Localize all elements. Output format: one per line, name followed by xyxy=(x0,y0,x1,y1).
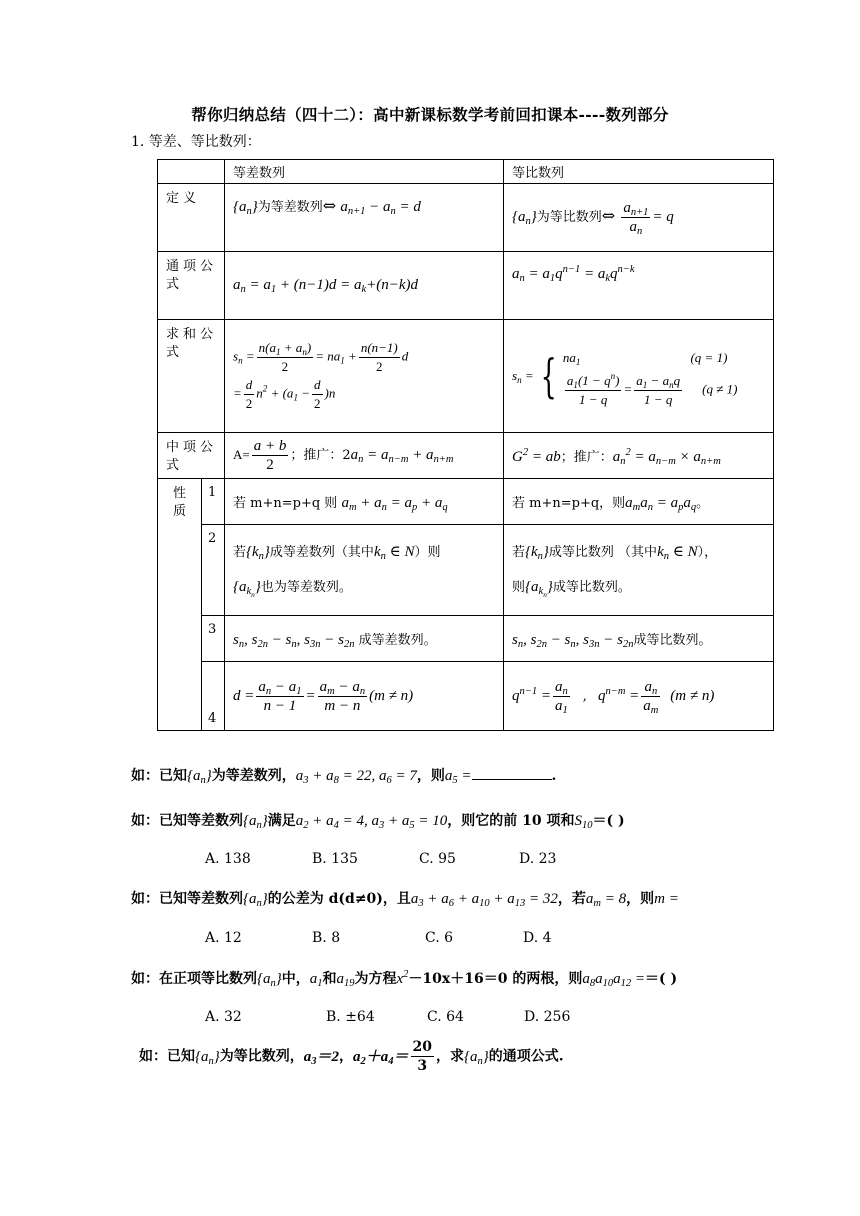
geo-prop-3: $s_n$, $s_{2n} - s_n$, $s_{3n} - s_{2n}$成等比数列。 xyxy=(504,616,774,662)
row-property-4 xyxy=(158,662,774,731)
question-3-options xyxy=(205,930,552,946)
row-middle-term xyxy=(158,433,774,479)
option-b[interactable]: B. 8 xyxy=(312,930,341,946)
geo-general-term: $a_n = a_1q^{n-1} = a_kq^{n-k}$ xyxy=(504,252,774,320)
arith-prop-1: 若 m+n=p+q 则 $a_m + a_n = a_p + a_q$ xyxy=(225,479,504,525)
arith-prop-3: $s_n$, $s_{2n} - s_n$, $s_{3n} - s_{2n}$ 成等差数列。 xyxy=(225,616,504,662)
option-c[interactable]: C. 64 xyxy=(427,1009,464,1025)
question-2-options xyxy=(205,851,556,867)
question-2: 如：已知等差数列$\{a_n\}$满足$a_2 + a_4 = 4$, $a_3 + a_5 = 10$，则它的前 10 项和$S_{10}=$( ) xyxy=(131,813,625,831)
option-a[interactable]: A. 32 xyxy=(205,1009,242,1025)
answer-blank[interactable] xyxy=(472,767,552,780)
question-4: 如：在正项等比数列$\{a_n\}$中，$a_1$和$a_{19}$为方程$x^2-10x+16=0$ 的两根，则$a_8a_{10}a_{12}$ =＝( ) xyxy=(131,969,678,989)
label-general-term: 通项公式 xyxy=(158,252,225,320)
section-heading: 1. 等差、等比数列： xyxy=(131,134,261,150)
arith-middle-term: A= $\frac{a + b}{2}$ ；推广：$2a_n = a_{n-m} + a_{n+m}$ xyxy=(225,433,504,479)
option-d[interactable]: D. 23 xyxy=(519,851,557,867)
label-sum: 求和公式 xyxy=(158,320,225,433)
row-general-term xyxy=(158,252,774,320)
geo-definition: $\{a_n\}$为等比数列⇔ $\frac{a_{n+1}}{a_n}$ = q xyxy=(504,184,774,252)
row-property-2 xyxy=(158,525,774,616)
option-d[interactable]: D. 256 xyxy=(524,1009,571,1025)
page-title: 帮你归纳总结（四十二）：高中新课标数学考前回扣课本----数列部分 xyxy=(191,105,669,124)
geo-sum: $s_n$ = { $na_1$ (q = 1) $\frac{a_1(1 - q^n)}{1 - q}$ = $\frac{a_1 - a_nq}{1 - q}$ (q ≠ 1) xyxy=(504,320,774,433)
arith-definition: $\{a_n\}$为等差数列⇔ $a_{n+1} - a_n = d$ xyxy=(225,184,504,252)
table-header-row xyxy=(158,160,774,184)
option-b[interactable]: B. ±64 xyxy=(326,1009,375,1025)
arith-prop-4: d = $\frac{a_n - a_1}{n - 1}$ = $\frac{a_m - a_n}{m - n}$ (m ≠ n) xyxy=(225,662,504,731)
row-property-1 xyxy=(158,479,774,525)
row-definition xyxy=(158,184,774,252)
geo-prop-2: 若$\{k_n\}$成等比数列 （其中$k_n$ ∈ N）， 则$\{a_{k_n}\}$成等比数列。 xyxy=(504,525,774,616)
option-a[interactable]: A. 12 xyxy=(205,930,242,946)
arith-sum: $s_n$ = $\frac{n(a_1 + a_n)}{2}$ = $na_1$ + $\frac{n(n-1)}{2}$ d = $\frac{d}{2}$ $n^2 + (a_1$ − $\frac{d}{2}$ )n xyxy=(225,320,504,433)
sequence-table xyxy=(157,159,774,731)
geo-middle-term: $G^2$ = ab；推广：$a_n^2 = a_{n-m} \times a_{n+m}$ xyxy=(504,433,774,479)
option-c[interactable]: C. 6 xyxy=(425,930,454,946)
geo-prop-4: $q^{n-1}$ = $\frac{a_n}{a_1}$ , $q^{n-m}$ = $\frac{a_n}{a_m}$ (m ≠ n) xyxy=(504,662,774,731)
row-property-3 xyxy=(158,616,774,662)
row-sum xyxy=(158,320,774,433)
header-arith: 等差数列 xyxy=(225,160,504,184)
prop-num-2: 2 xyxy=(202,525,225,616)
label-property: 性质 xyxy=(158,479,202,731)
prop-num-1: 1 xyxy=(202,479,225,525)
option-d[interactable]: D. 4 xyxy=(523,930,552,946)
option-c[interactable]: C. 95 xyxy=(419,851,456,867)
geo-prop-1: 若 m+n=p+q，则$a_ma_n = a_pa_q$。 xyxy=(504,479,774,525)
question-5: 如：已知$\{a_n\}$为等比数列，$a_3=2$，$a_2+a_4=$ $\frac{20}{3}$ ，求$\{a_n\}$的通项公式. xyxy=(139,1039,564,1074)
header-geo: 等比数列 xyxy=(504,160,774,184)
arith-general-term: $a_n = a_1 + (n-1)d = a_k+(n-k)d$ xyxy=(225,252,504,320)
question-4-options xyxy=(205,1009,570,1025)
option-b[interactable]: B. 135 xyxy=(312,851,358,867)
prop-num-4: 4 xyxy=(202,662,225,731)
arith-prop-2: 若$\{k_n\}$成等差数列（其中$k_n$ ∈ N）则 $\{a_{k_n}\}$也为等差数列。 xyxy=(225,525,504,616)
label-middle-term: 中项公式 xyxy=(158,433,225,479)
prop-num-3: 3 xyxy=(202,616,225,662)
option-a[interactable]: A. 138 xyxy=(205,851,251,867)
label-definition: 定义 xyxy=(158,184,225,252)
question-1: 如：已知$\{a_n\}$为等差数列，$a_3 + a_8 = 22$, $a_6 = 7$，则$a_5$ = . xyxy=(131,768,557,786)
question-3: 如：已知等差数列$\{a_n\}$的公差为 d(d≠0)，且$a_3 + a_6 + a_{10} + a_{13} = 32$，若$a_m = 8$，则m = xyxy=(131,891,679,909)
